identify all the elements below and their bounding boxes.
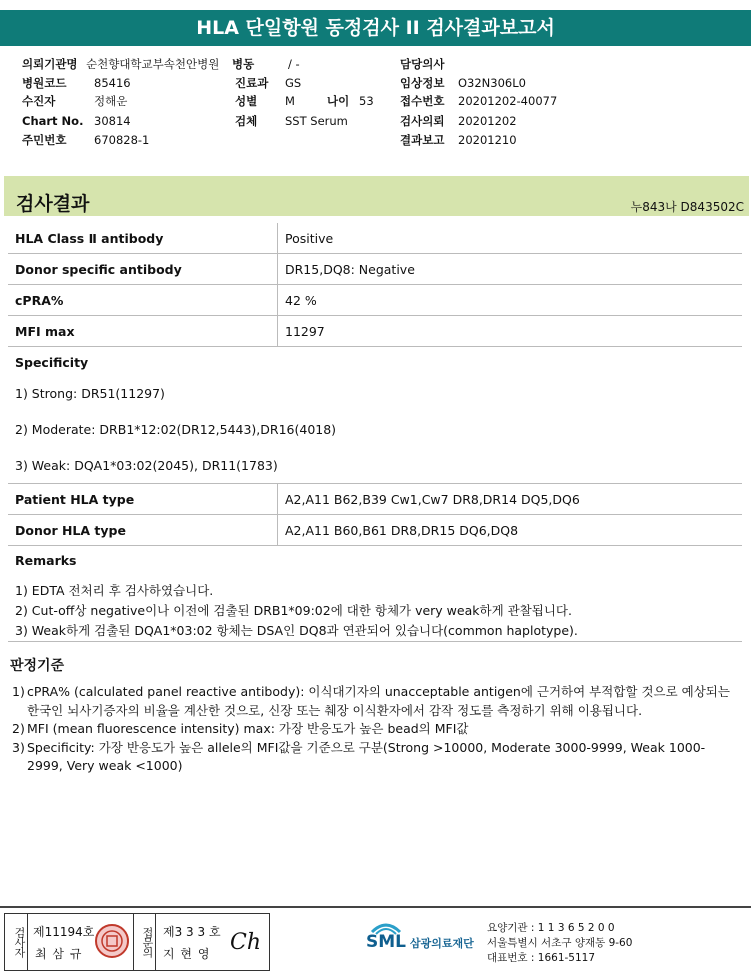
address-line: 대표번호 : 1661-5117: [487, 952, 596, 964]
specificity-line: 2) Moderate: DRB1*12:02(DR12,5443),DR16(4018): [15, 422, 337, 437]
hla-table: [8, 484, 742, 546]
hla-value: A2,A11 B62,B39 Cw1,Cw7 DR8,DR14 DQ5,DQ6: [278, 484, 743, 515]
result-value: DR15,DQ8: Negative: [278, 254, 743, 285]
specificity-line: 1) Strong: DR51(11297): [15, 386, 165, 401]
address-block: [487, 921, 632, 966]
table-row: [8, 223, 742, 254]
result-value: 42 %: [278, 285, 743, 316]
results-section-bar: [4, 176, 749, 216]
label-report-date: 결과보고: [400, 132, 445, 147]
value-chart-no: 30814: [94, 114, 131, 128]
signer1-license: 제11194호: [33, 925, 95, 939]
result-key: cPRA%: [8, 285, 278, 316]
list-item: [12, 739, 732, 776]
criteria-text: Specificity: 가장 반응도가 높은 allele의 MFI값을 기준으로 구분(Strong >10000, Moderate 3000-9999, Weak 1000-2999, Very weak <1000): [27, 739, 706, 773]
hla-value: A2,A11 B60,B61 DR8,DR15 DQ6,DQ8: [278, 515, 743, 546]
footer-divider: [0, 906, 751, 908]
results-section-title: 검사결과: [16, 193, 90, 215]
value-request-date: 20201202: [458, 114, 517, 128]
header-info: [22, 55, 742, 150]
value-specimen: SST Serum: [285, 114, 348, 128]
org-name: 삼광의료재단: [410, 937, 474, 950]
label-age: 나이: [327, 94, 350, 108]
table-row: [8, 285, 742, 316]
signer1-name: 최 삼 규: [35, 947, 83, 961]
results-table: [8, 223, 742, 347]
label-hospital: 의뢰기관명: [22, 57, 78, 71]
results-section-code: 누843나 D843502C: [630, 200, 744, 214]
label-request-date: 검사의뢰: [400, 114, 445, 128]
label-sex: 성별: [235, 94, 258, 108]
value-patient: 정해운: [94, 94, 128, 108]
label-dept: 진료과: [235, 75, 269, 90]
criteria-list: [12, 683, 732, 776]
list-item: [12, 683, 732, 720]
value-clinical-info: O32N306L0: [458, 75, 526, 90]
signer2-license: 제3 3 3 호: [163, 925, 221, 939]
label-hospital-code: 병원코드: [22, 75, 67, 90]
table-row: [8, 254, 742, 285]
label-specimen: 검체: [235, 114, 258, 128]
remark-line: 1) EDTA 전처리 후 검사하였습니다.: [15, 583, 214, 598]
criteria-num: 3): [12, 739, 25, 755]
criteria-text: MFI (mean fluorescence intensity) max: 가장 반응도가 높은 bead의 MFI값: [27, 721, 469, 736]
value-report-date: 20201210: [458, 132, 517, 147]
signature-box: [4, 913, 270, 971]
result-key: Donor specific antibody: [8, 254, 278, 285]
remark-line: 3) Weak하게 검출된 DQA1*03:02 항체는 DSA인 DQ8과 연관되어 있습니다(common haplotype).: [15, 623, 578, 638]
signer2-role: 접문의: [133, 914, 156, 970]
label-patient: 수진자: [22, 94, 56, 108]
specificity-heading: Specificity: [15, 355, 89, 370]
report-title: HLA 단일항원 동정검사 II 검사결과보고서: [0, 10, 751, 46]
criteria-num: 1): [12, 684, 25, 699]
label-chart-no: Chart No.: [22, 114, 84, 128]
list-item: [12, 720, 732, 739]
hla-key: Patient HLA type: [8, 484, 278, 515]
value-accession: 20201202-40077: [458, 94, 558, 108]
address-line: 서울특별시 서초구 양재동 9-60: [487, 937, 633, 949]
signer2: [155, 914, 268, 970]
result-key: HLA Class Ⅱ antibody: [8, 223, 278, 254]
hla-key: Donor HLA type: [8, 515, 278, 546]
value-age: 53: [359, 94, 374, 108]
logo-text: SML: [366, 932, 406, 952]
result-key: MFI max: [8, 316, 278, 347]
table-row: [8, 515, 742, 546]
signer1-role: 검사자: [5, 914, 28, 970]
specificity-block: [8, 355, 742, 473]
divider: [8, 641, 742, 642]
criteria-num: 2): [12, 721, 25, 736]
signature-scribble: Ch: [230, 930, 262, 955]
address-line: 요양기관 : 1 1 3 6 5 2 0 0: [487, 922, 615, 934]
result-value: 11297: [278, 316, 743, 347]
label-clinical-info: 임상정보: [400, 75, 445, 90]
remarks-heading: Remarks: [15, 553, 77, 568]
label-resident-no: 주민번호: [22, 132, 67, 147]
label-ward: 병동: [232, 57, 255, 71]
value-ward: / -: [288, 57, 300, 71]
criteria-heading: 판정기준: [10, 658, 65, 674]
signer1: [27, 914, 134, 970]
value-resident-no: 670828-1: [94, 132, 150, 147]
value-sex: M: [285, 94, 295, 108]
seal-icon: [94, 923, 130, 959]
table-row: [8, 316, 742, 347]
value-hospital-code: 85416: [94, 75, 131, 90]
criteria-text: cPRA% (calculated panel reactive antibody): 이식대기자의 unacceptable antigen에 근거하여 부적합할 것으로 예상되는 한국인 뇌사기증자의 비율을 계산한 것으로, 신장 또는 췌장 이식환자에서 감작 정도를 측정하기 위해 이용됩니다.: [27, 684, 730, 718]
remarks-block: [8, 553, 742, 639]
value-hospital: 순천향대학교부속천안병원: [86, 57, 220, 71]
signer2-name: 지 현 영: [163, 947, 211, 961]
value-dept: GS: [285, 75, 302, 90]
label-doctor: 담당의사: [400, 57, 445, 71]
remark-line: 2) Cut-off상 negative이나 이전에 검출된 DRB1*09:02에 대한 항체가 very weak하게 관찰됩니다.: [15, 603, 572, 618]
result-value: Positive: [278, 223, 743, 254]
label-accession: 접수번호: [400, 94, 445, 108]
specificity-line: 3) Weak: DQA1*03:02(2045), DR11(1783): [15, 458, 278, 473]
table-row: [8, 484, 742, 515]
